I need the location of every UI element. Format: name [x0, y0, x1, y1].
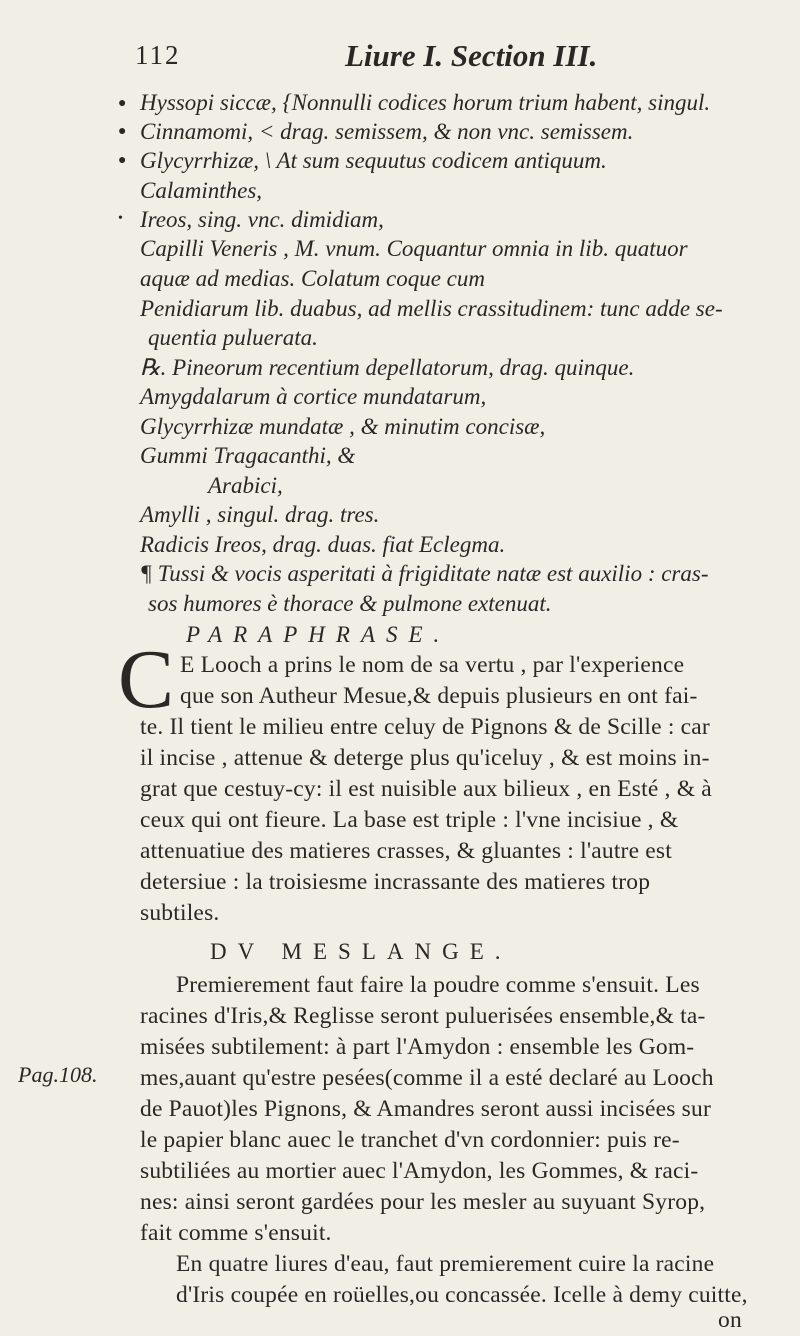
formula-line: sos humores è thorace & pulmone extenuat.	[148, 591, 552, 616]
formula-line: Amylli , singul. drag. tres.	[140, 502, 380, 527]
paragraph-line: Premierement faut faire la poudre comme s'ensuit. Les	[176, 972, 700, 998]
formula-line: Hyssopi siccæ, {Nonnulli codices horum trium habent, singul.	[140, 90, 711, 115]
paragraph-line: E Looch a prins le nom de sa vertu , par l'experience	[180, 652, 685, 678]
running-title: Liure I. Section III.	[345, 38, 598, 73]
formula-line: Gummi Tragacanthi, &	[140, 443, 356, 468]
drop-cap: C	[118, 633, 175, 726]
formula-line: Arabici,	[208, 473, 283, 498]
formula-line: Cinnamomi, < drag. semissem, & non vnc. semissem.	[140, 119, 634, 144]
paraphrase-heading: PARAPHRASE.	[186, 622, 451, 647]
formula-line: Radicis Ireos, drag. duas. fiat Eclegma.	[140, 532, 506, 557]
paragraph-line: il incise , attenue & deterge plus qu'iceluy , & est moins in-	[140, 745, 710, 771]
paragraph-line: mes,auant qu'estre pesées(comme il a esté declaré au Looch	[140, 1065, 714, 1091]
paragraph-line: nes: ainsi seront gardées pour les mesler au suyuant Syrop,	[140, 1189, 706, 1215]
margin-bullet-mark: ●	[118, 124, 127, 139]
paragraph-line: subtiles.	[140, 900, 220, 926]
paragraph-line: racines d'Iris,& Reglisse seront puluerisées ensemble,& ta-	[140, 1003, 706, 1029]
catchword: on	[718, 1307, 742, 1333]
formula-line: ℞. Pineorum recentium depellatorum, drag. quinque.	[140, 355, 635, 380]
page-number: 112	[135, 40, 181, 70]
paragraph-line: le papier blanc auec le tranchet d'vn cordonnier: puis re-	[140, 1127, 680, 1153]
formula-line: Amygdalarum à cortice mundatarum,	[140, 384, 487, 409]
page-header	[135, 38, 695, 78]
formula-line: Capilli Veneris , M. vnum. Coquantur omnia in lib. quatuor	[140, 236, 688, 261]
formula-line: quentia puluerata.	[148, 325, 318, 350]
paragraph-line: ceux qui ont fieure. La base est triple : l'vne incisiue , &	[140, 807, 679, 833]
formula-line: ¶ Tussi & vocis asperitati à frigiditate natæ est auxilio : cras-	[140, 561, 709, 586]
paragraph-line: misées subtilement: à part l'Amydon : ensemble les Gom-	[140, 1034, 695, 1060]
paragraph-line: detersiue : la troisiesme incrassante des matieres trop	[140, 869, 651, 895]
paragraph-line: subtiliées au mortier auec l'Amydon, les Gommes, & raci-	[140, 1158, 699, 1184]
formula-line: Penidiarum lib. duabus, ad mellis crassitudinem: tunc adde se-	[140, 296, 723, 321]
paragraph-line: de Pauot)les Pignons, & Amandres seront aussi incisées sur	[140, 1096, 711, 1122]
formula-line: Ireos, sing. vnc. dimidiam,	[140, 207, 384, 232]
margin-bullet-mark: ●	[118, 153, 127, 168]
paragraph-line: te. Il tient le milieu entre celuy de Pignons & de Scille : car	[140, 714, 710, 740]
paragraph-line: que son Autheur Mesue,& depuis plusieurs en ont fai-	[180, 683, 698, 709]
paragraph-line: attenuatiue des matieres crasses, & gluantes : l'autre est	[140, 838, 672, 864]
formula-line: Glycyrrhizæ, \ At sum sequutus codicem antiquum.	[140, 148, 607, 173]
formula-line: aquæ ad medias. Colatum coque cum	[140, 266, 485, 291]
paragraph-line: En quatre liures d'eau, faut premierement cuire la racine	[176, 1251, 715, 1277]
paragraph-line: grat que cestuy-cy: il est nuisible aux bilieux , en Esté , & à	[140, 776, 712, 802]
section-heading: DV MESLANGE.	[210, 939, 512, 964]
margin-bullet-mark: •	[118, 211, 123, 226]
margin-page-reference: Pag.108.	[18, 1062, 98, 1087]
formula-line: Glycyrrhizæ mundatæ , & minutim concisæ,	[140, 414, 546, 439]
paragraph-line: d'Iris coupée en roüelles,ou concassée. Icelle à demy cuitte,	[176, 1282, 748, 1308]
paragraph-line: fait comme s'ensuit.	[140, 1220, 332, 1246]
formula-line: Calaminthes,	[140, 178, 263, 203]
margin-bullet-mark: ●	[118, 96, 127, 111]
